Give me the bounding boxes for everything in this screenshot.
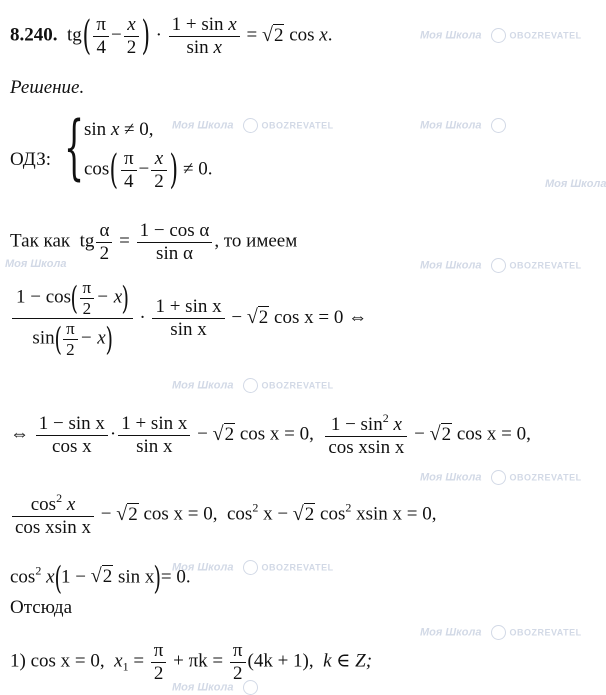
- watermark-logo-icon: [243, 560, 258, 575]
- watermark: Моя Школа: [420, 118, 509, 133]
- solution-label: Решение.: [10, 77, 85, 98]
- watermark: Моя Школа OBOZREVATEL: [172, 119, 334, 132]
- watermark-logo-icon: [243, 378, 258, 393]
- watermark: Моя Школа: [545, 178, 606, 190]
- watermark: Моя Школа: [172, 680, 261, 695]
- odz-brace: {: [64, 106, 85, 188]
- watermark: Моя Школа OBOZREVATEL: [172, 379, 334, 392]
- watermark: Моя Школа OBOZREVATEL: [420, 259, 582, 272]
- watermark: Моя Школа OBOZREVATEL: [420, 29, 582, 42]
- since-line: Так как tg $\frac{\alpha}{2}$ = $\frac{\text{1 − cos α}}{\text{sin α}}$ , то имеем: [10, 220, 298, 264]
- equation-line-5: 1 − cos( $\frac{\pi}{2}$ − x) sin( $\frac{\pi}{2}$ − x) · $\frac{\text{1 + sin x}}{\text{sin x}}$ − √2 cos x = 0 ⇔: [10, 278, 367, 359]
- watermark-logo-icon: [491, 118, 506, 133]
- watermark-logo-icon: [243, 118, 258, 133]
- watermark-logo-icon: [491, 28, 506, 43]
- watermark-logo-icon: [491, 625, 506, 640]
- watermark: Моя Школа OBOZREVATEL: [420, 626, 582, 639]
- equation-line-7: $\frac{\cos^2 x}{\text{cos xsin x}}$ − √2 cos x = 0, $\cos^2 x - √2$ $\cos^2 xsin$ x = 0,: [10, 492, 437, 539]
- equation-line-10: 1) cos x = 0, $x_1$ = $\frac{\pi}{2}$ + πk = $\frac{\pi}{2}$ (4k + 1), k ∈ Z;: [10, 640, 373, 684]
- equation-line-6: ⇔ $\frac{\text{1 − sin x}}{\text{cos x}}$ · $\frac{\text{1 + sin x}}{\text{sin x}}$ − √2 cos x = 0, $\frac{1 - \sin^2 x}{\text{cos xsin x}}$ − √2 cos x = 0,: [10, 411, 531, 458]
- odz-label: ОДЗ:: [10, 149, 52, 170]
- watermark: Моя Школа OBOZREVATEL: [172, 561, 334, 574]
- equation-line-8: $\cos^2 x(1 - √2$ sin x)= 0.: [10, 559, 191, 597]
- watermark-logo-icon: [491, 470, 506, 485]
- odz-row-1: sin x ≠ 0,: [84, 119, 154, 140]
- problem-statement: 8.240. tg( $\frac{\pi}{4}$ − $\frac{x}{2}$ ) · $\frac{\text{1 + sin x}}{\text{sin x}}$ = √2 cos x.: [10, 13, 333, 60]
- watermark: Моя Школа OBOZREVATEL: [420, 471, 582, 484]
- otsyuda-label: Отсюда: [10, 597, 73, 618]
- watermark-logo-icon: [491, 258, 506, 273]
- watermark: Моя Школа: [5, 258, 67, 270]
- odz-row-2: cos( $\frac{\pi}{4}$ − $\frac{x}{2}$ ) ≠ 0.: [84, 147, 213, 194]
